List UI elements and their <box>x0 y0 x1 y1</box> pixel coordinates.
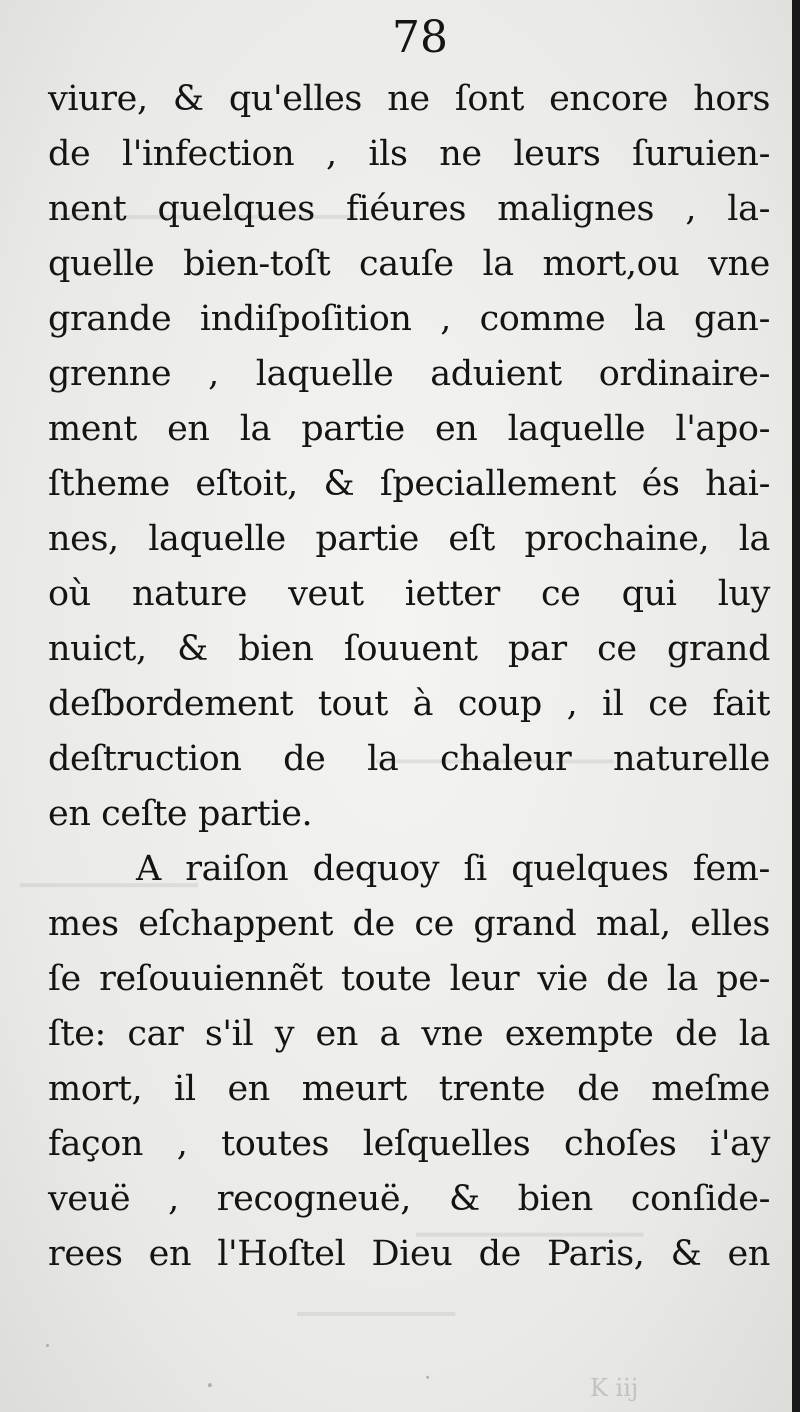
text-line: rees en l'Hoſtel Dieu de Paris, & en <box>48 1234 770 1274</box>
text-line: deſtruction de la chaleur naturelle <box>48 739 770 779</box>
text-line: veuë , recogneuë, & bien conſide- <box>48 1179 770 1219</box>
text-line: viure, & qu'elles ne ſont encore hors <box>48 79 770 119</box>
body-text <box>48 72 770 1282</box>
text-line: où nature veut ietter ce qui luy <box>48 574 770 614</box>
text-line: quelle bien-toſt cauſe la mort,ou vne <box>48 244 770 284</box>
text-line: ment en la partie en laquelle l'apo- <box>48 409 770 449</box>
text-line: nes, laquelle partie eſt prochaine, la <box>48 519 770 559</box>
text-line: ſte: car s'il y en a vne exempte de la <box>48 1014 770 1054</box>
text-line: deſbordement tout à coup , il ce fait <box>48 684 770 724</box>
page-number: 78 <box>392 12 448 63</box>
text-line: nuict, & bien ſouuent par ce grand <box>48 629 770 669</box>
signature-mark: K iij <box>590 1374 639 1402</box>
text-line: façon , toutes leſquelles choſes i'ay <box>48 1124 770 1164</box>
text-line: grenne , laquelle aduient ordinaire- <box>48 354 770 394</box>
text-line: de l'infection , ils ne leurs ſuruien- <box>48 134 770 174</box>
text-line: en ceſte partie. <box>48 794 313 834</box>
paragraph-first-line: A raiſon dequoy ſi quelques fem- <box>136 849 770 889</box>
text-line: mes eſchappent de ce grand mal, elles <box>48 904 770 944</box>
text-line: ſe reſouuiennẽt toute leur vie de la pe- <box>48 959 770 999</box>
text-line: nent quelques fiéures malignes , la- <box>48 189 770 229</box>
text-line: ſtheme eſtoit, & ſpeciallement és hai- <box>48 464 770 504</box>
text-line: grande indiſpoſition , comme la gan- <box>48 299 770 339</box>
text-line: mort, il en meurt trente de meſme <box>48 1069 770 1109</box>
